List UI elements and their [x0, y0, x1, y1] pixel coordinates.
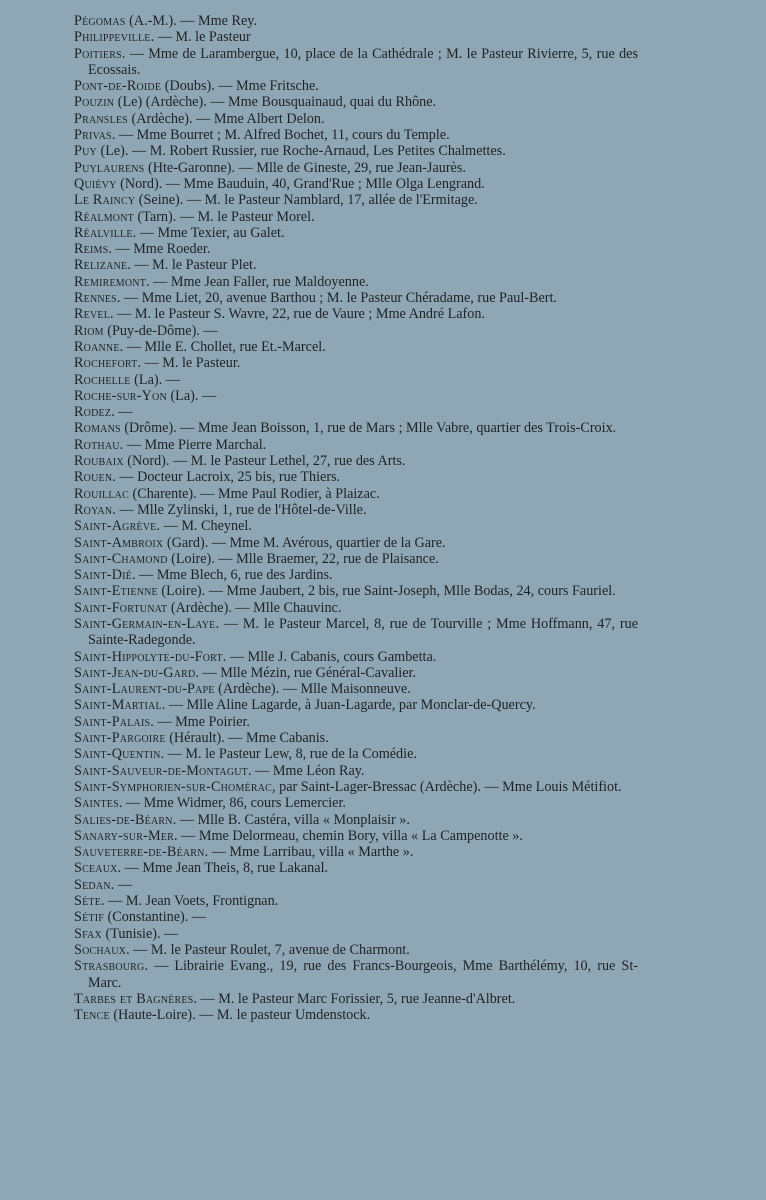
- list-item: [74, 909, 638, 925]
- place-name: Sochaux: [74, 941, 127, 958]
- place-name: Saint-Symphorien-sur-Chomérac: [74, 778, 273, 795]
- entry-detail: . — Librairie Evang., 19, rue des Francs-Bourgeois, Mme Barthélémy, 10, rue St-Marc.: [88, 958, 638, 991]
- list-item: [74, 844, 638, 860]
- place-name: Rochefort: [74, 355, 138, 372]
- list-item: [74, 812, 638, 828]
- list-item: [74, 1007, 638, 1023]
- entry-detail: . — Mlle Mézin, rue Général-Cavalier.: [195, 664, 417, 681]
- list-item: [74, 290, 638, 306]
- place-name: Saint-Germain-en-Laye: [74, 615, 216, 632]
- place-name: Sauveterre-de-Béarn: [74, 844, 205, 861]
- entry-detail: . — Mme Texier, au Galet.: [132, 224, 285, 241]
- list-item: [74, 160, 638, 176]
- place-name: Le Raincy: [74, 192, 136, 209]
- list-item: [74, 13, 638, 29]
- place-name: Saint-Martial: [74, 697, 162, 714]
- place-name: Relizane: [74, 257, 128, 274]
- place-name: Tarbes et Bagnères: [74, 990, 194, 1007]
- list-item: [74, 437, 638, 453]
- entry-detail: . — M. le Pasteur S. Wavre, 22, rue de Vaure ; Mme André Lafon.: [110, 306, 486, 323]
- list-item: [74, 192, 638, 208]
- entry-detail: . — Mme Pierre Marchal.: [119, 436, 267, 453]
- place-name: Roche-sur-Yon: [74, 387, 167, 404]
- place-name: Royan: [74, 501, 113, 518]
- list-item: [74, 372, 638, 388]
- list-item: [74, 779, 638, 795]
- list-item: [74, 274, 638, 290]
- entry-detail: . — M. le Pasteur.: [137, 355, 241, 372]
- entry-detail: . — Mme Léon Ray.: [247, 762, 365, 779]
- list-item: [74, 257, 638, 273]
- entry-detail: . — M. le Pasteur Roulet, 7, avenue de Charmont.: [126, 941, 410, 958]
- list-item: [74, 176, 638, 192]
- entry-detail: (Haute-Loire). — M. le pasteur Umdenstock.: [109, 1007, 371, 1024]
- list-item: [74, 551, 638, 567]
- place-name: Poitiers: [74, 45, 122, 62]
- entry-detail: . — M. le Pasteur: [150, 29, 251, 46]
- list-item: [74, 46, 638, 79]
- place-name: Saint-Dié: [74, 567, 132, 584]
- entry-detail: (Doubs). — Mme Fritsche.: [161, 78, 319, 95]
- place-name: Saint-Chamond: [74, 550, 168, 567]
- place-name: Pont-de-Roide: [74, 78, 162, 95]
- list-item: [74, 535, 638, 551]
- list-item: [74, 681, 638, 697]
- place-name: Sétif: [74, 909, 104, 926]
- list-item: [74, 942, 638, 958]
- entry-detail: (Tarn). — M. le Pasteur Morel.: [133, 208, 315, 225]
- list-item: [74, 78, 638, 94]
- list-item: [74, 111, 638, 127]
- entry-detail: . — Docteur Lacroix, 25 bis, rue Thiers.: [112, 469, 341, 486]
- list-item: [74, 306, 638, 322]
- entry-detail: . —: [111, 404, 133, 421]
- list-item: [74, 665, 638, 681]
- list-item: [74, 746, 638, 762]
- list-item: [74, 893, 638, 909]
- entry-detail: . — Mlle Zylinski, 1, rue de l'Hôtel-de-Ville.: [112, 501, 367, 518]
- entry-detail: (La). —: [166, 387, 217, 404]
- entry-detail: (Tunisie). —: [101, 925, 179, 942]
- entry-detail: (A.-M.). — Mme Rey.: [125, 13, 258, 29]
- list-item: [74, 795, 638, 811]
- list-item: [74, 697, 638, 713]
- place-name: Salies-de-Béarn: [74, 811, 173, 828]
- place-name: Sanary-sur-Mer: [74, 827, 174, 844]
- entry-detail: . — M. le Pasteur Plet.: [127, 257, 257, 274]
- entry-detail: . — Mlle Aline Lagarde, à Juan-Lagarde, par Monclar-de-Quercy.: [161, 697, 536, 714]
- entry-detail: . — Mme Blech, 6, rue des Jardins.: [131, 567, 333, 584]
- place-name: Rodez: [74, 404, 112, 421]
- place-name: Réalville: [74, 224, 133, 241]
- list-item: [74, 420, 638, 436]
- list-item: [74, 828, 638, 844]
- entry-detail: (Loire). — Mlle Braemer, 22, rue de Plaisance.: [167, 550, 439, 567]
- place-name: Saint-Palais: [74, 713, 151, 730]
- place-name: Rochelle: [74, 371, 131, 388]
- place-name: Pransles: [74, 110, 128, 127]
- list-item: [74, 323, 638, 339]
- entry-detail: (Hte-Garonne). — Mlle de Gineste, 29, rue Jean-Jaurès.: [144, 159, 466, 176]
- entry-detail: . —: [110, 876, 132, 893]
- list-item: [74, 127, 638, 143]
- place-name: Saint-Etienne: [74, 583, 158, 600]
- entry-detail: . — Mme Roeder.: [108, 241, 211, 258]
- place-name: Revel: [74, 306, 111, 323]
- entry-detail: (Le) (Ardèche). — Mme Bousquainaud, quai du Rhône.: [114, 94, 437, 111]
- list-item: [74, 877, 638, 893]
- list-item: [74, 567, 638, 583]
- place-name: Quiévy: [74, 175, 117, 192]
- list-item: [74, 388, 638, 404]
- list-item: [74, 649, 638, 665]
- entry-detail: . — M. le Pasteur Marc Forissier, 5, rue Jeanne-d'Albret.: [193, 990, 516, 1007]
- list-item: [74, 486, 638, 502]
- entry-detail: (Hérault). — Mme Cabanis.: [165, 730, 329, 747]
- list-item: [74, 600, 638, 616]
- place-name: Rouillac: [74, 485, 129, 502]
- list-item: [74, 241, 638, 257]
- entry-detail: . — Mme Bourret ; M. Alfred Bochet, 11, cours du Temple.: [111, 127, 450, 144]
- place-name: Sedan: [74, 876, 111, 893]
- place-name: Saint-Ambroix: [74, 534, 164, 551]
- place-name: Saint-Fortunat: [74, 599, 168, 616]
- entry-detail: (La). —: [130, 371, 180, 388]
- entry-detail: (Puy-de-Dôme). —: [103, 322, 218, 339]
- list-item: [74, 94, 638, 110]
- entry-detail: (Seine). — M. le Pasteur Namblard, 17, allée de l'Ermitage.: [135, 192, 478, 209]
- place-name: Remiremont: [74, 273, 147, 290]
- entry-list: [74, 13, 638, 1023]
- list-item: [74, 339, 638, 355]
- place-name: Rouen: [74, 469, 113, 486]
- entry-detail: . — Mme Jean Faller, rue Maldoyenne.: [146, 273, 369, 290]
- place-name: Saintes: [74, 795, 119, 812]
- entry-detail: . — Mme Larribau, villa « Marthe ».: [204, 844, 414, 861]
- place-name: Rennes: [74, 290, 117, 307]
- entry-detail: (Le). — M. Robert Russier, rue Roche-Arnaud, Les Petites Chalmettes.: [96, 143, 506, 160]
- place-name: Tence: [74, 1007, 110, 1024]
- entry-detail: (Charente). — Mme Paul Rodier, à Plaizac.: [128, 485, 380, 502]
- list-item: [74, 763, 638, 779]
- list-item: [74, 518, 638, 534]
- place-name: Roanne: [74, 338, 120, 355]
- list-item: [74, 404, 638, 420]
- place-name: Pouzin: [74, 94, 115, 111]
- entry-detail: . — M. le Pasteur Lew, 8, rue de la Comédie.: [160, 746, 417, 763]
- place-name: Privas: [74, 127, 112, 144]
- place-name: Riom: [74, 322, 104, 339]
- list-item: [74, 209, 638, 225]
- entry-detail: . — Mlle B. Castéra, villa « Monplaisir ».: [172, 811, 410, 828]
- list-item: [74, 616, 638, 649]
- entry-detail: (Ardèche). — Mlle Maisonneuve.: [214, 681, 411, 698]
- list-item: [74, 926, 638, 942]
- entry-detail: (Loire). — Mme Jaubert, 2 bis, rue Saint-Joseph, Mlle Bodas, 24, cours Fauriel.: [157, 583, 616, 600]
- entry-detail: (Ardèche). — Mme Albert Delon.: [127, 110, 325, 127]
- entry-detail: . — M. Jean Voets, Frontignan.: [101, 893, 279, 910]
- place-name: Sfax: [74, 925, 102, 942]
- place-name: Romans: [74, 420, 121, 437]
- entry-detail: . — M. le Pasteur Marcel, 8, rue de Tourville ; Mme Hoffmann, 47, rue Sainte-Radegonde.: [88, 615, 638, 649]
- place-name: Strasbourg: [74, 958, 145, 975]
- place-name: Philippeville: [74, 29, 151, 46]
- place-name: Rothau: [74, 436, 120, 453]
- place-name: Saint-Laurent-du-Pape: [74, 681, 215, 698]
- place-name: Sceaux: [74, 860, 118, 877]
- list-item: [74, 714, 638, 730]
- list-item: [74, 730, 638, 746]
- place-name: Reims: [74, 241, 109, 258]
- place-name: Sète: [74, 893, 102, 910]
- list-item: [74, 469, 638, 485]
- place-name: Saint-Quentin: [74, 746, 161, 763]
- place-name: Puy: [74, 143, 97, 160]
- entry-detail: (Drôme). — Mme Jean Boisson, 1, rue de Mars ; Mlle Vabre, quartier des Trois-Croix.: [120, 420, 617, 437]
- list-item: [74, 502, 638, 518]
- entry-detail: (Nord). — M. le Pasteur Lethel, 27, rue des Arts.: [123, 453, 406, 470]
- entry-detail: (Ardèche). — Mlle Chauvinc.: [167, 599, 342, 616]
- entry-detail: . — Mlle J. Cabanis, cours Gambetta.: [222, 648, 437, 665]
- entry-detail: . — Mme Liet, 20, avenue Barthou ; M. le Pasteur Chéradame, rue Paul-Bert.: [116, 290, 557, 307]
- place-name: Réalmont: [74, 208, 134, 225]
- place-name: Saint-Sauveur-de-Montagut: [74, 762, 248, 779]
- entry-detail: . — Mme de Larambergue, 10, place de la Cathédrale ; M. le Pasteur Rivierre, 5, rue des Ecossais.: [88, 45, 638, 78]
- entry-detail: (Gard). — Mme M. Avérous, quartier de la Gare.: [163, 534, 446, 551]
- place-name: Puylaurens: [74, 159, 145, 176]
- entry-detail: , par Saint-Lager-Bressac (Ardèche). — Mme Louis Métifiot.: [272, 778, 622, 795]
- entry-detail: (Nord). — Mme Bauduin, 40, Grand'Rue ; Mlle Olga Lengrand.: [116, 175, 485, 192]
- entry-detail: . — Mlle E. Chollet, rue Et.-Marcel.: [119, 338, 326, 355]
- place-name: Saint-Jean-du-Gard: [74, 664, 196, 681]
- list-item: [74, 958, 638, 991]
- list-item: [74, 860, 638, 876]
- list-item: [74, 143, 638, 159]
- list-item: [74, 453, 638, 469]
- entry-detail: . — Mme Poirier.: [150, 713, 250, 730]
- list-item: [74, 29, 638, 45]
- place-name: Saint-Agrève: [74, 518, 157, 535]
- entry-detail: . — Mme Jean Theis, 8, rue Lakanal.: [117, 860, 329, 877]
- list-item: [74, 583, 638, 599]
- entry-detail: . — Mme Delormeau, chemin Bory, villa « La Campenotte ».: [174, 827, 523, 844]
- list-item: [74, 225, 638, 241]
- place-name: Saint-Pargoire: [74, 730, 166, 747]
- place-name: Saint-Hippolyte-du-Fort: [74, 648, 223, 665]
- list-item: [74, 991, 638, 1007]
- entry-detail: . — M. Cheynel.: [156, 518, 252, 535]
- list-item: [74, 355, 638, 371]
- entry-detail: (Constantine). —: [104, 909, 207, 926]
- place-name: Roubaix: [74, 453, 124, 470]
- place-name: Pégomas: [74, 13, 126, 29]
- entry-detail: . — Mme Widmer, 86, cours Lemercier.: [118, 795, 346, 812]
